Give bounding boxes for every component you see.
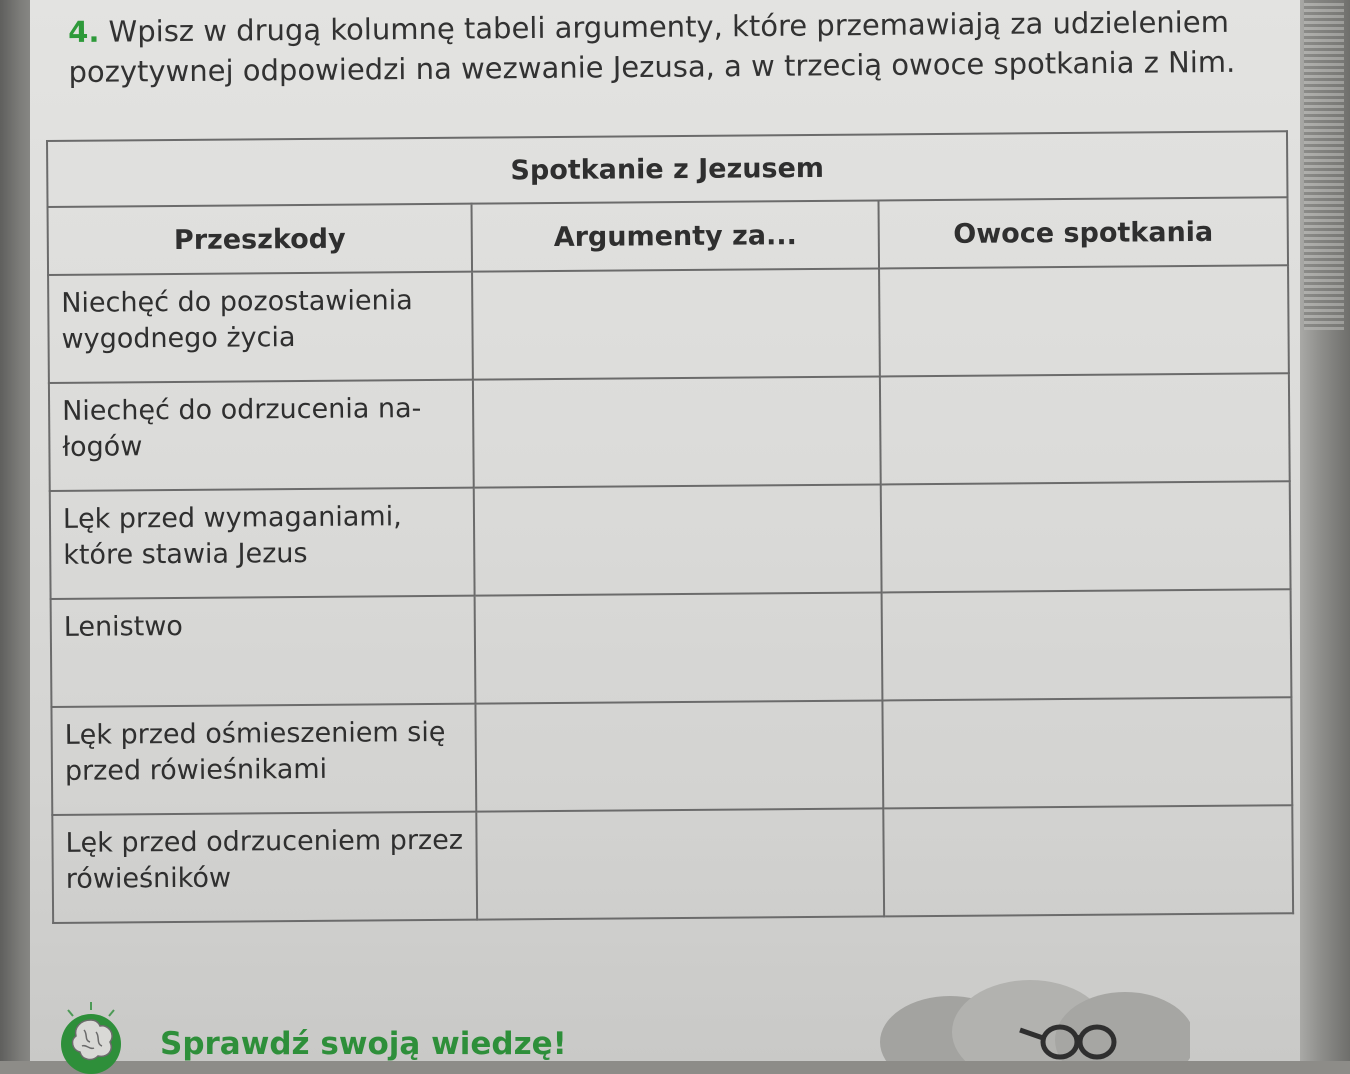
table-row: [51, 589, 1292, 707]
table-title: Spotkanie z Jezusem: [47, 131, 1287, 207]
meeting-table-container: [46, 130, 1292, 895]
page-edge-stripes: [1304, 0, 1344, 330]
table-row: [52, 805, 1293, 923]
task-number: 4.: [68, 14, 100, 49]
header-arguments: Argumenty za...: [472, 200, 880, 271]
arguments-cell[interactable]: [472, 268, 880, 379]
arguments-cell[interactable]: [474, 484, 882, 595]
table-row: [48, 265, 1289, 383]
table-title-row: [47, 131, 1287, 207]
fruits-cell[interactable]: [883, 805, 1293, 916]
obstacle-cell: Lęk przed odrzuceniem przez rówieśników: [52, 812, 477, 923]
obstacle-cell: Lęk przed wymaganiami, które stawia Jezus: [50, 488, 475, 599]
header-obstacles: Przeszkody: [48, 204, 473, 275]
brain-icon: [54, 1000, 128, 1074]
table-row: [50, 481, 1291, 599]
obstacle-cell: Niechęć do odrzucenia na-łogów: [49, 380, 474, 491]
arguments-cell[interactable]: [473, 376, 881, 487]
arguments-cell[interactable]: [475, 592, 883, 703]
glasses-icon: [880, 980, 1190, 1061]
obstacle-cell: Niechęć do pozostawienia wygodnego życia: [48, 272, 473, 383]
table-row: [51, 697, 1292, 815]
arguments-cell[interactable]: [475, 700, 883, 811]
fruits-cell[interactable]: [880, 373, 1290, 484]
table-header-row: [48, 197, 1289, 275]
task-instruction: [68, 2, 1269, 92]
table-row: [49, 373, 1290, 491]
fruits-cell[interactable]: [881, 481, 1291, 592]
fruits-cell[interactable]: [882, 589, 1292, 700]
arguments-cell[interactable]: [476, 808, 884, 919]
task-text: Wpisz w drugą kolumnę tabeli argumenty, które przemawiają za udzieleniem pozytywnej odpowiedzi na wezwanie Jezusa, a w trzecią owoce spotkania z Nim.: [68, 4, 1236, 89]
obstacle-cell: Lenistwo: [51, 596, 476, 707]
page-edge: [1300, 0, 1350, 1061]
header-fruits: Owoce spotkania: [879, 197, 1289, 268]
footer-title: Sprawdź swoją wiedzę!: [160, 1026, 567, 1062]
book-spine-shadow: [0, 0, 34, 1061]
fruits-cell[interactable]: [882, 697, 1292, 808]
obstacle-cell: Lęk przed ośmieszeniem się przed rówieśnikami: [51, 704, 476, 815]
fruits-cell[interactable]: [879, 265, 1289, 376]
meeting-table: [46, 130, 1294, 924]
